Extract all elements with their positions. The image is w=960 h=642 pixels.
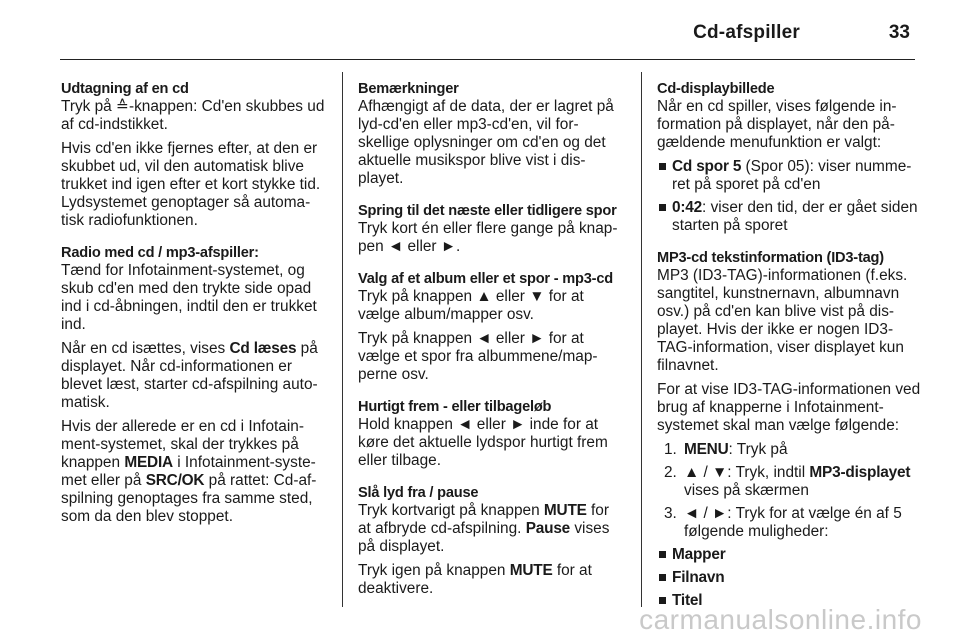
column-divider-1 [342, 72, 343, 607]
column-2 [358, 80, 624, 612]
paragraph [358, 502, 624, 556]
paragraph: Hold knappen ◄ eller ► inde for at køre det aktuelle lydspor hurtigt frem eller tilbage. [358, 416, 608, 469]
option-label: Titel [672, 592, 703, 609]
step-number: 3. [664, 505, 677, 522]
section-heading: Hurtigt frem - eller tilbageløb [358, 399, 552, 415]
paragraph: Tryk på knappen ◄ eller ► for at vælge et spor fra albummene/map-perne osv. [358, 330, 598, 383]
section-heading: Bemærkninger [358, 81, 459, 97]
button-name-src-ok: SRC/OK [145, 472, 205, 489]
display-text-time: 0:42 [672, 199, 703, 216]
section-mute [358, 484, 624, 598]
paragraph: Hvis cd'en ikke fjernes efter, at den er skubbet ud, vil den automatisk blive trukket ind igen efter et kort stykke tid. Lydsystemet genoptager så automa-tisk radiofunktionen. [61, 140, 321, 229]
text: vises på skærmen [684, 482, 809, 499]
text: : Tryk på [728, 441, 788, 458]
section-heading: Spring til det næste eller tidligere spor [358, 203, 617, 219]
section-eject [61, 80, 325, 230]
step-number: 1. [664, 441, 677, 458]
text: vises på displayet. [358, 520, 610, 555]
section-id3 [657, 249, 923, 610]
text: for at deaktivere. [358, 562, 592, 597]
paragraph: Tryk på knappen ▲ eller ▼ for at vælge album/mapper osv. [358, 288, 584, 323]
section-display [657, 80, 923, 235]
text: (Spor 05): viser numme-ret på sporet på cd'en [672, 158, 912, 193]
list-item [657, 158, 923, 194]
text: -knappen: Cd'en skubbes ud af cd-indstikket. [61, 98, 325, 133]
text: ▲ / ▼: Tryk, indtil [684, 464, 810, 481]
option-label: Filnavn [672, 569, 725, 586]
text: Tryk igen på knappen [358, 562, 510, 579]
section-heading: Slå lyd fra / pause [358, 485, 479, 501]
column-3 [657, 80, 923, 624]
section-skip [358, 202, 624, 256]
page-number: 33 [888, 22, 910, 43]
text: Tryk kortvarigt på knappen [358, 502, 544, 519]
column-divider-2 [641, 72, 642, 607]
list-item [657, 199, 923, 235]
paragraph: MP3 (ID3-TAG)-informationen (f.eks. sangtitel, kunstnernavn, albumnavn osv.) på cd'en kan blive vist på dis-playet. Hvis der ikke er nogen ID3-TAG-information, viser displayet kun filnavnet. [657, 267, 908, 374]
option-label: Mapper [672, 546, 726, 563]
page-title: Cd-afspiller [693, 22, 800, 43]
text: ◄ / ►: Tryk for at vælge én af 5 følgende muligheder: [684, 505, 902, 540]
text: Tryk på [61, 98, 117, 115]
column-1 [61, 80, 325, 540]
button-name-media: MEDIA [124, 454, 173, 471]
step-number: 2. [664, 464, 677, 481]
button-name-mute: MUTE [543, 502, 587, 519]
text: på displayet. Når cd-informationen er blevet læst, starter cd-afspilning auto-matisk. [61, 340, 318, 411]
numbered-step [657, 441, 923, 459]
section-album [358, 270, 624, 384]
button-name-menu: MENU [684, 441, 729, 458]
paragraph [61, 418, 325, 526]
display-text-cd-reading: Cd læses [229, 340, 297, 357]
display-text-mp3: MP3-displayet [809, 464, 911, 481]
text: for at afbryde cd-afspilning. [358, 502, 609, 537]
header-rule [60, 59, 915, 60]
watermark: carmanualsonline.info [639, 604, 922, 635]
section-notes [358, 80, 624, 188]
paragraph: For at vise ID3-TAG-informationen ved brug af knapperne i Infotainment-systemet skal man vælge følgende: [657, 381, 921, 434]
display-text-track: Cd spor 5 [672, 158, 742, 175]
text: Når en cd isættes, vises [61, 340, 230, 357]
paragraph: Afhængigt af de data, der er lagret på lyd-cd'en eller mp3-cd'en, vil for-skellige oplysninger om cd'en og det aktuelle musikspor blive vist i dis-playet. [358, 98, 614, 187]
section-fast-forward [358, 398, 624, 470]
display-text-pause: Pause [525, 520, 571, 537]
paragraph: Tryk kort én eller flere gange på knap-pen ◄ eller ►. [358, 220, 618, 255]
text: på rattet: Cd-af-spilning genoptages fra samme sted, som da den blev stoppet. [61, 472, 317, 525]
section-radio [61, 244, 325, 526]
numbered-step [657, 464, 923, 500]
paragraph [61, 98, 325, 134]
numbered-step [657, 505, 923, 541]
text: i Infotainment-syste-met eller på [61, 454, 316, 489]
list-item [657, 569, 923, 587]
section-heading: Valg af et album eller et spor - mp3-cd [358, 271, 613, 287]
text: Hvis der allerede er en cd i Infotain-ment-systemet, skal der trykkes på knappen [61, 418, 304, 471]
paragraph [61, 340, 325, 412]
eject-icon: ≙ [116, 98, 129, 115]
section-heading: Cd-displaybillede [657, 81, 775, 97]
paragraph: Når en cd spiller, vises følgende in-formation på displayet, når den på-gældende menufunktion er valgt: [657, 98, 897, 151]
section-heading: Radio med cd / mp3-afspiller: [61, 245, 259, 261]
button-name-mute: MUTE [509, 562, 553, 579]
paragraph [358, 562, 624, 598]
section-heading: Udtagning af en cd [61, 81, 189, 97]
section-heading: MP3-cd tekstinformation (ID3-tag) [657, 250, 884, 266]
paragraph: Tænd for Infotainment-systemet, og skub cd'en med den trykte side opad ind i cd-åbningen, indtil den er trukket ind. [61, 262, 317, 333]
list-item [657, 546, 923, 564]
text: : viser den tid, der er gået siden starten på sporet [672, 199, 918, 234]
